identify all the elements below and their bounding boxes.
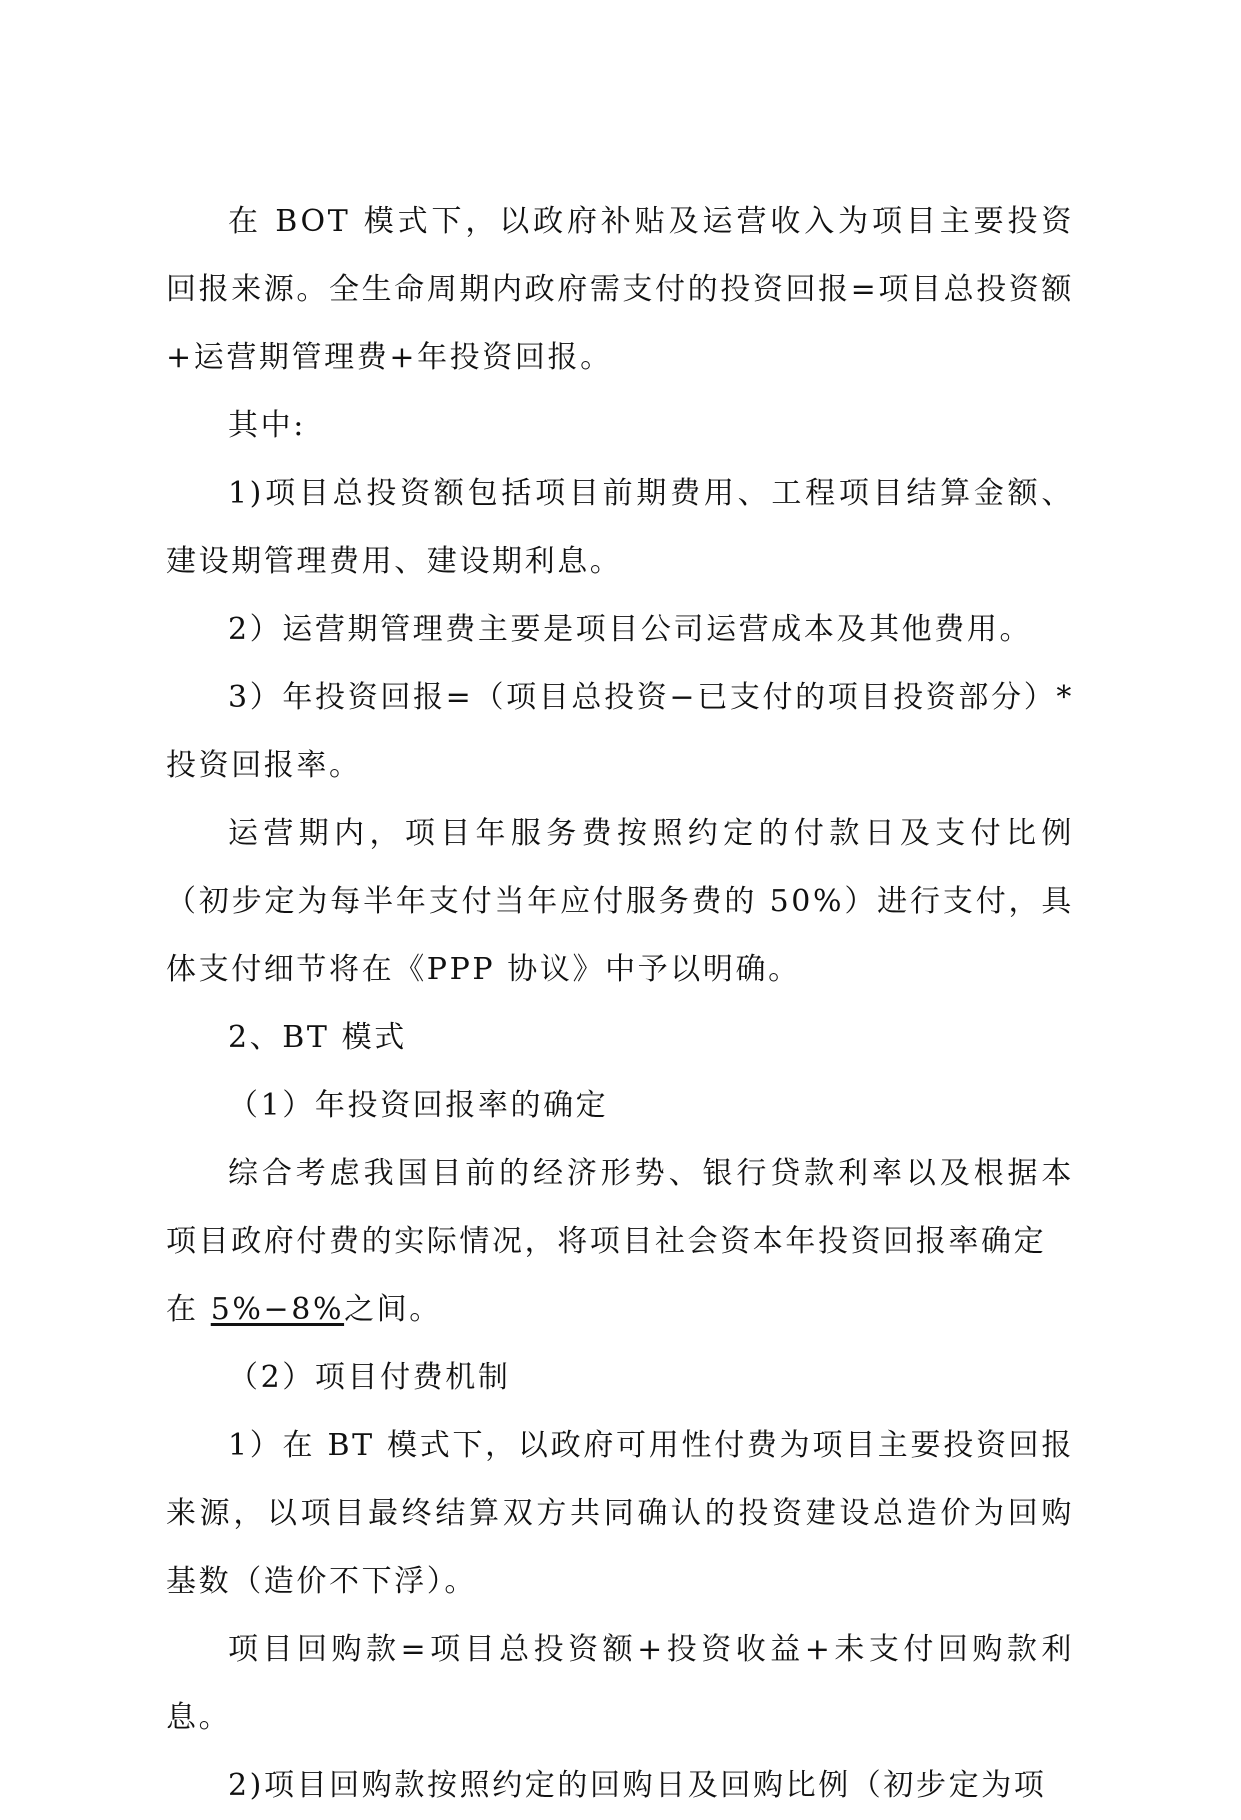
rate-prefix: 在 — [166, 1292, 211, 1327]
paragraph-among-them: 其中: — [228, 408, 306, 443]
heading-return-rate: （1）年投资回报率的确定 — [228, 1088, 609, 1123]
paragraph-item-1: 1)项目总投资额包括项目前期费用、工程项目结算金额、建设期管理费用、建设期利息。 — [166, 476, 1074, 579]
paragraph-bt-item-2: 2)项目回购款按照约定的回购日及回购比例（初步定为项 — [228, 1768, 1047, 1803]
paragraph-bt-item-1: 1）在 BT 模式下，以政府可用性付费为项目主要投资回报来源，以项目最终结算双方共同确认的投资建设总造价为回购基数（造价不下浮）。 — [166, 1428, 1074, 1599]
heading-bt-mode: 2、BT 模式 — [228, 1020, 407, 1055]
paragraph-rate-range — [166, 1276, 1074, 1344]
paragraph-return-rate: 综合考虑我国目前的经济形势、银行贷款利率以及根据本项目政府付费的实际情况，将项目社会资本年投资回报率确定 — [166, 1156, 1074, 1259]
paragraph-buyback-formula: 项目回购款=项目总投资额+投资收益+未支付回购款利息。 — [166, 1632, 1074, 1735]
paragraph-item-3: 3）年投资回报=（项目总投资−已支付的项目投资部分）*投资回报率。 — [166, 680, 1074, 783]
rate-suffix: 之间。 — [344, 1292, 442, 1327]
paragraph-bot-mode: 在 BOT 模式下，以政府补贴及运营收入为项目主要投资回报来源。全生命周期内政府需支付的投资回报=项目总投资额+运营期管理费+年投资回报。 — [166, 204, 1074, 375]
heading-payment-mechanism: （2）项目付费机制 — [228, 1360, 511, 1395]
paragraph-item-2: 2）运营期管理费主要是项目公司运营成本及其他费用。 — [228, 612, 1033, 647]
document-page — [166, 188, 1074, 1820]
rate-range: 5%−8% — [210, 1292, 345, 1327]
paragraph-operation-period: 运营期内，项目年服务费按照约定的付款日及支付比例（初步定为每半年支付当年应付服务费的 50%）进行支付，具体支付细节将在《PPP 协议》中予以明确。 — [166, 816, 1074, 987]
